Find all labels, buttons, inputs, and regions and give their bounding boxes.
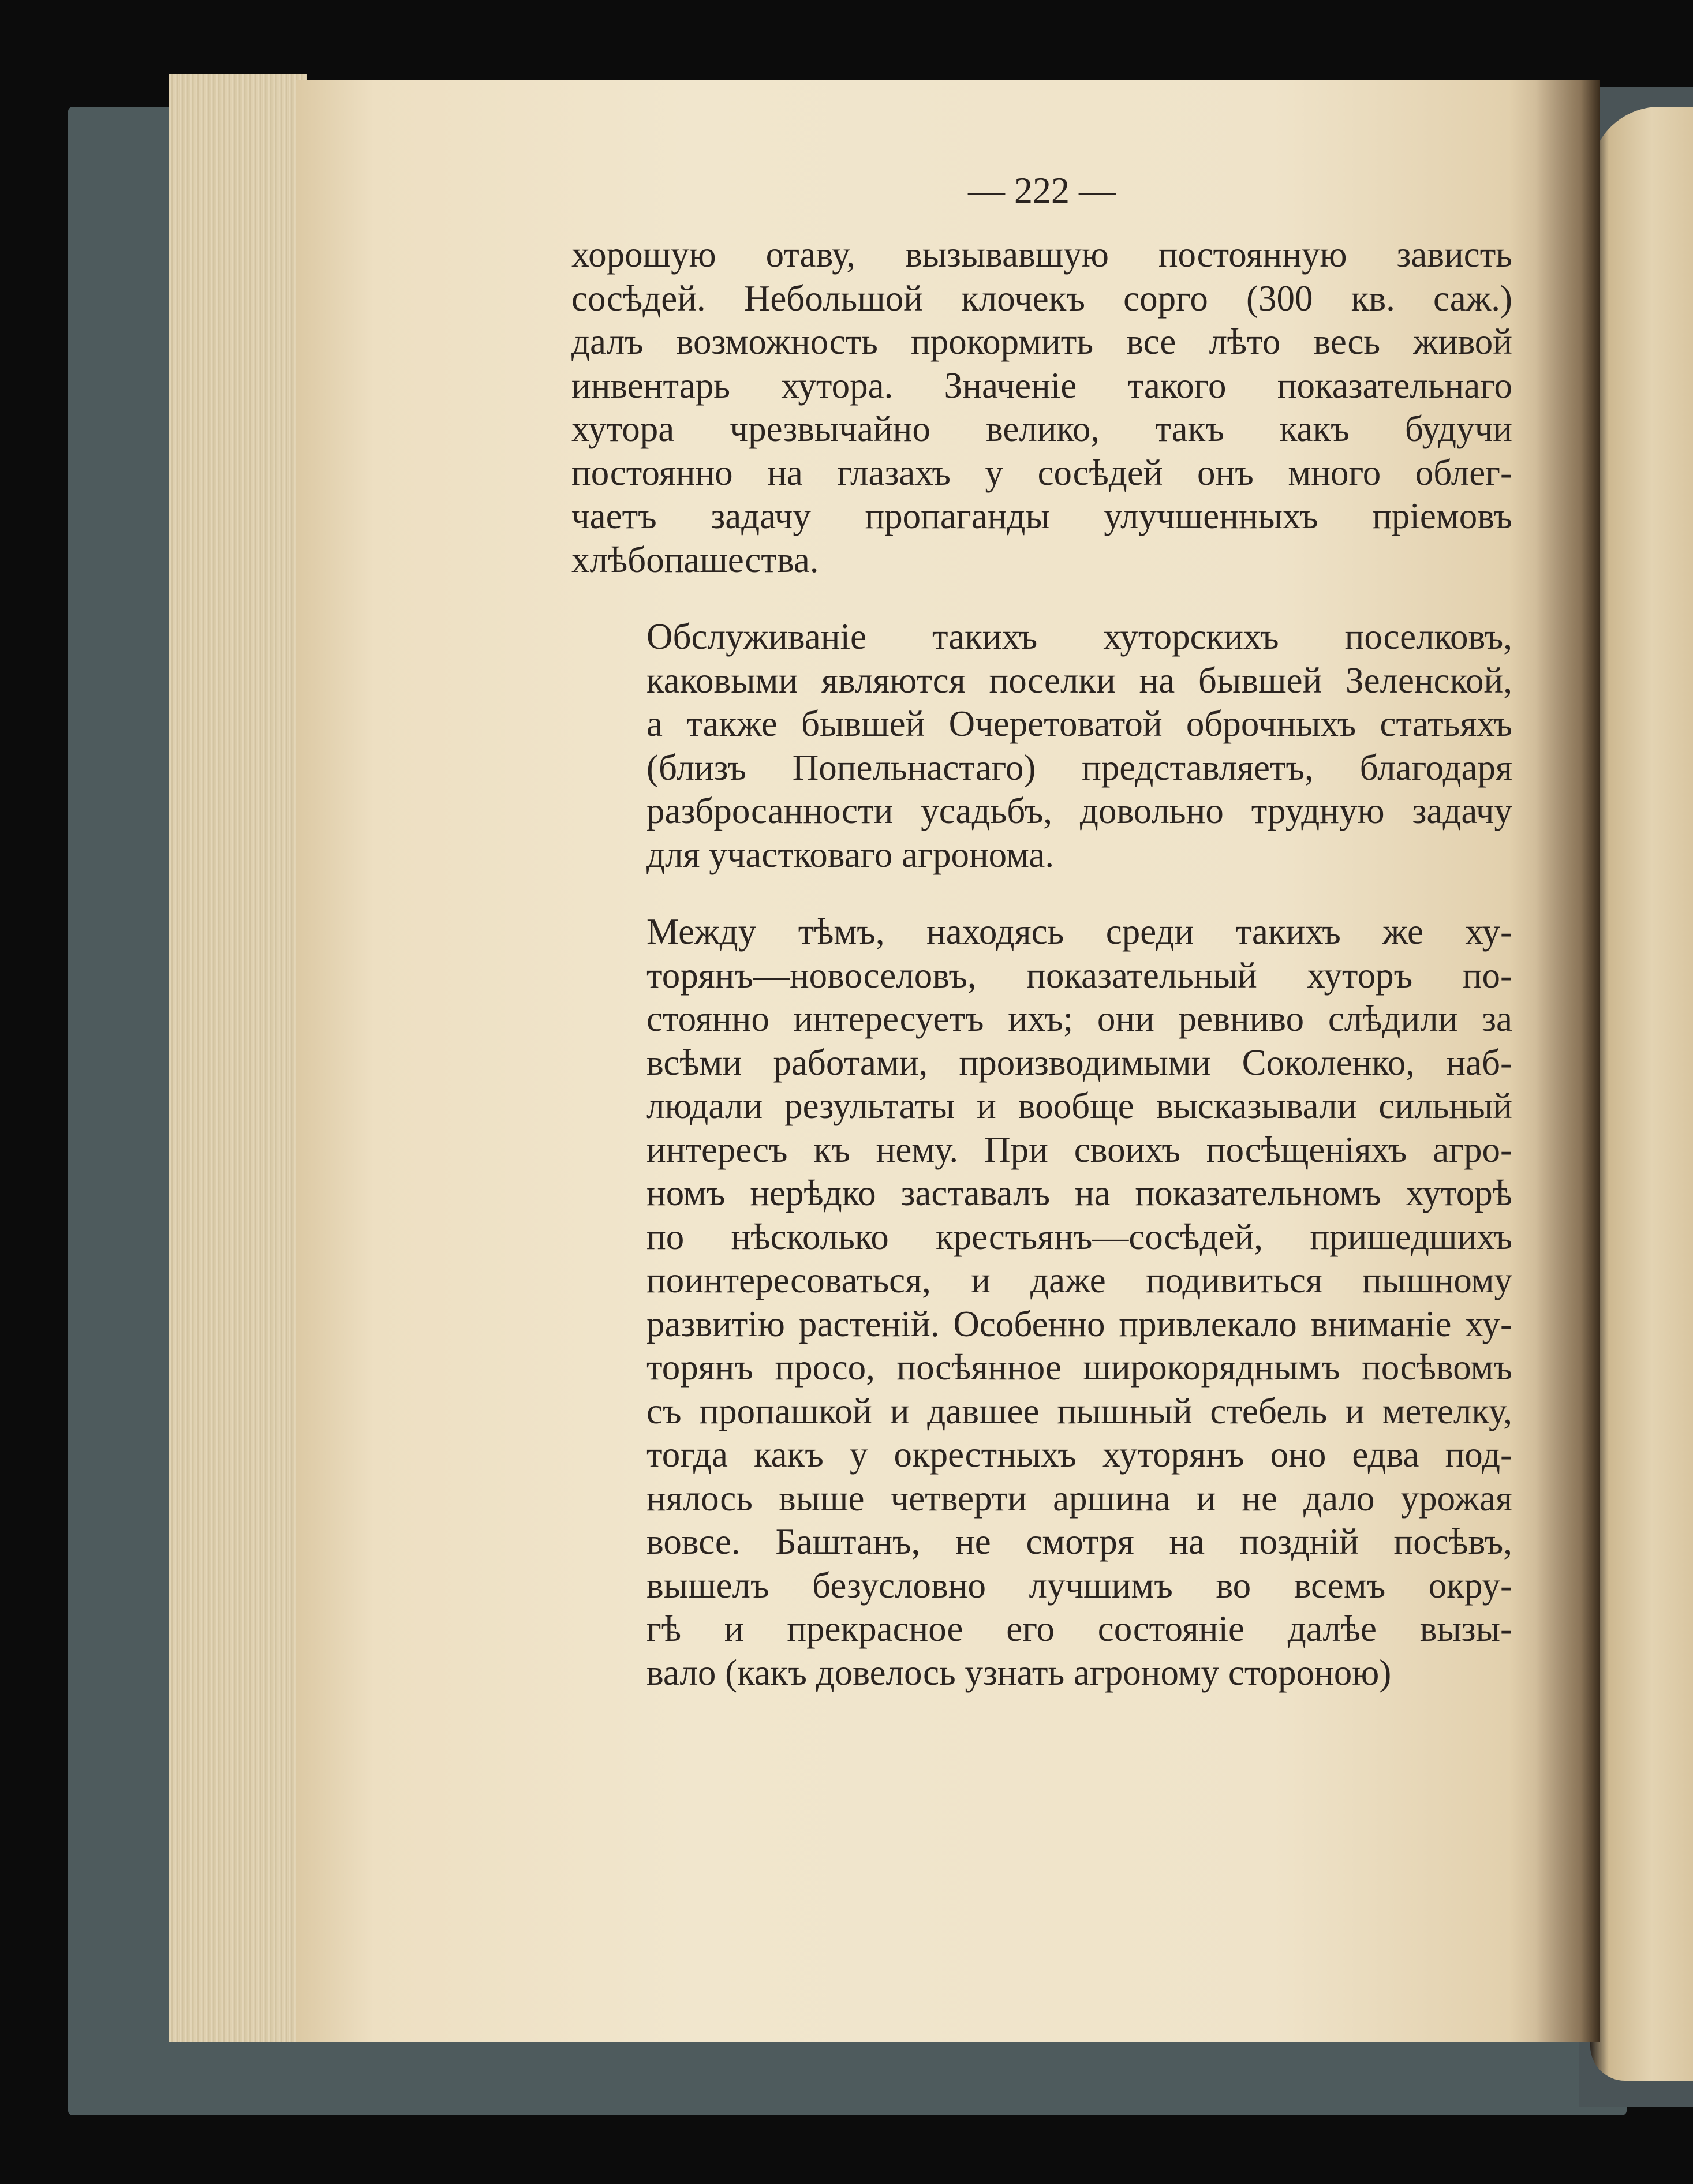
text-line: хутора чрезвычайно велико, такъ какъ будучи [571,409,1512,449]
text-line: далъ возможность прокормить все лѣто весь живой [571,321,1512,362]
text-line: нялось выше четверти аршина и не дало урожая [646,1478,1512,1519]
text-line: для участковаго агронома. [646,834,1055,875]
text-line: каковыми являются поселки на бывшей Зеленской, [646,660,1512,701]
text-line: развитію растеній. Особенно привлекало вниманіе ху- [646,1303,1512,1344]
text-line: (близъ Попельнастаго) представляетъ, благодаря [646,747,1512,788]
text-line: а также бывшей Очеретоватой оброчныхъ статьяхъ [646,704,1512,744]
paragraph-3 [571,910,1512,1695]
text-line: чаетъ задачу пропаганды улучшенныхъ пріемовъ [571,496,1512,536]
paragraph-2 [571,615,1512,877]
page-number: — 222 — [968,170,1116,211]
facing-page-edge [1590,107,1693,2081]
text-line: хлѣбопашества. [571,539,819,580]
text-line: вышелъ безусловно лучшимъ во всемъ окру- [646,1565,1512,1606]
text-line: инвентарь хутора. Значеніе такого показательнаго [571,365,1512,406]
text-line: торянъ просо, посѣянное широкоряднымъ посѣвомъ [646,1347,1512,1388]
paragraph-1 [571,233,1512,582]
text-line: торянъ—новоселовъ, показательный хуторъ по- [646,955,1512,996]
text-line: стоянно интересуетъ ихъ; они ревниво слѣдили за [646,998,1512,1039]
text-line: интересъ къ нему. При своихъ посѣщеніяхъ агро- [646,1129,1512,1170]
page-stack [169,74,307,2042]
text-line: людали результаты и вообще высказывали сильный [646,1086,1512,1126]
spine-shadow [1535,80,1600,2042]
text-line: хорошую отаву, вызывавшую постоянную зависть [571,234,1512,275]
text-line: Обслуживаніе такихъ хуторскихъ поселковъ, [646,616,1512,657]
text-line: гѣ и прекрасное его состояніе далѣе вызы- [646,1609,1512,1649]
text-line: по нѣсколько крестьянъ—сосѣдей, пришедшихъ [646,1216,1512,1257]
text-line: разбросанности усадьбъ, довольно трудную задачу [646,791,1512,831]
text-line: тогда какъ у окрестныхъ хуторянъ оно едва под- [646,1434,1512,1475]
page-text [571,167,1512,1695]
text-line: вало (какъ довелось узнать агроному стороною) [646,1652,1392,1693]
text-line: съ пропашкой и давшее пышный стебель и метелку, [646,1390,1512,1431]
text-line: поинтересоваться, и даже подивиться пышному [646,1260,1512,1300]
text-line: номъ нерѣдко заставалъ на показательномъ хуторѣ [646,1173,1512,1213]
text-line: вовсе. Баштанъ, не смотря на поздній посѣвъ, [646,1521,1512,1562]
text-line: Между тѣмъ, находясь среди такихъ же ху- [646,911,1512,952]
text-line: постоянно на глазахъ у сосѣдей онъ много облег- [571,452,1512,493]
text-line: всѣми работами, производимыми Соколенко, наб- [646,1042,1512,1083]
text-line: сосѣдей. Небольшой клочекъ сорго (300 кв. саж.) [571,278,1512,319]
